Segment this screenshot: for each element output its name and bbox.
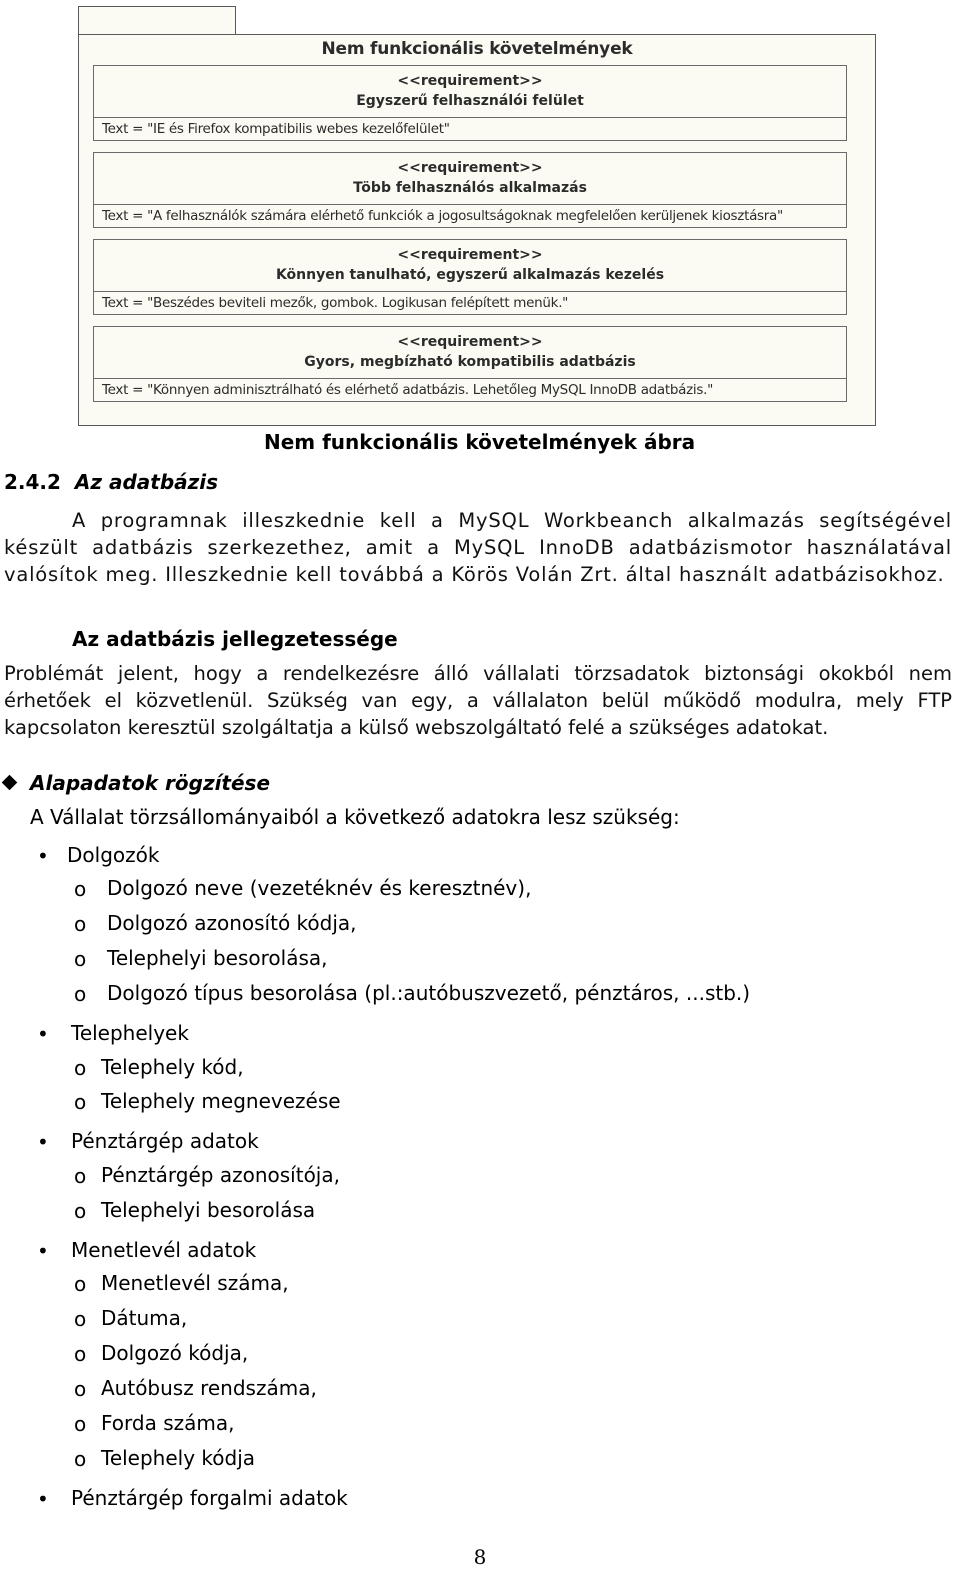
sub-bullet-icon: o xyxy=(74,1377,87,1401)
requirement-text: Text = "Könnyen adminisztrálható és elérhető adatbázis. Lehetőleg MySQL InnoDB adatbázis." xyxy=(102,382,714,398)
requirement-stereotype: <<requirement>> xyxy=(397,247,543,263)
sub-bullet-icon: o xyxy=(74,1307,87,1331)
list-item: Menetlevél száma, xyxy=(101,1271,289,1295)
sub-bullet-icon: o xyxy=(74,1412,87,1436)
list-item: Telephelyi besorolása, xyxy=(107,946,328,970)
requirement-stereotype: <<requirement>> xyxy=(397,73,543,89)
package-tab xyxy=(78,6,236,34)
sub-bullet-icon: o xyxy=(74,877,87,901)
requirement-name: Könnyen tanulható, egyszerű alkalmazás kezelés xyxy=(275,267,665,283)
requirement-stereotype: <<requirement>> xyxy=(397,160,543,176)
lead-sentence: A Vállalat törzsállományaiból a következő adatokra lesz szükség: xyxy=(30,805,680,829)
list-item: Dolgozó kódja, xyxy=(101,1341,249,1365)
list-item: Dolgozó neve (vezetéknév és keresztnév), xyxy=(107,876,532,900)
requirement-text: Text = "Beszédes beviteli mezők, gombok. Logikusan felépített menük." xyxy=(102,295,569,311)
list-item: Telephely megnevezése xyxy=(101,1089,341,1113)
list-group-label: Menetlevél adatok xyxy=(71,1238,257,1262)
requirement-box xyxy=(93,65,847,141)
requirement-stereotype: <<requirement>> xyxy=(397,334,543,350)
sub-bullet-icon: o xyxy=(74,982,87,1006)
diamond-bullet-icon xyxy=(2,775,18,791)
intro-paragraph: A programnak illeszkednie kell a MySQL Workbeanch alkalmazás segítségével készült adatbázis szerkezethez, amit a MySQL InnoDB adatbázismotor használatával valósítok meg. Illeszkednie kell továbbá a Körös Volán Zrt. által használt adatbázisokhoz. xyxy=(4,509,952,586)
sub-bullet-icon: o xyxy=(74,1056,87,1080)
bullet-icon: • xyxy=(37,1487,49,1511)
list-group-label: Telephelyek xyxy=(71,1021,189,1045)
list-item: Dátuma, xyxy=(101,1306,188,1330)
bullet-icon: • xyxy=(37,1239,49,1263)
list-group-label: Pénztárgép adatok xyxy=(71,1129,259,1153)
sub-bullet-icon: o xyxy=(74,1447,87,1471)
requirement-name: Gyors, megbízható kompatibilis adatbázis xyxy=(304,354,636,370)
package-title: Nem funkcionális követelmények xyxy=(321,39,633,59)
section-title: Az adatbázis xyxy=(74,470,219,494)
list-item: Forda száma, xyxy=(101,1411,235,1435)
subheading: Az adatbázis jellegzetessége xyxy=(72,627,398,651)
figure-caption: Nem funkcionális követelmények ábra xyxy=(264,430,696,454)
list-item: Telephely kódja xyxy=(101,1446,256,1470)
section-heading xyxy=(4,470,218,494)
data-section-title: Alapadatok rögzítése xyxy=(30,771,271,795)
list-item: Autóbusz rendszáma, xyxy=(101,1376,317,1400)
sub-bullet-icon: o xyxy=(74,1342,87,1366)
list-item: Telephely kód, xyxy=(101,1055,244,1079)
sub-bullet-icon: o xyxy=(74,947,87,971)
requirement-box xyxy=(93,152,847,228)
requirement-box xyxy=(93,239,847,315)
data-section-heading xyxy=(4,771,270,795)
requirement-text: Text = "A felhasználók számára elérhető funkciók a jogosultságoknak megfelelően kerüljenek kiosztásra" xyxy=(102,208,783,224)
page-number: 8 xyxy=(473,1545,487,1569)
sub-bullet-icon: o xyxy=(74,1272,87,1296)
requirement-text: Text = "IE és Firefox kompatibilis webes kezelőfelület" xyxy=(102,121,450,137)
requirement-name: Több felhasználós alkalmazás xyxy=(353,180,587,196)
list-group-label: Dolgozók xyxy=(67,843,160,867)
list-item: Dolgozó azonosító kódja, xyxy=(107,911,357,935)
sub-bullet-icon: o xyxy=(74,1164,87,1188)
list-group-label: Pénztárgép forgalmi adatok xyxy=(71,1486,348,1510)
list-item: Telephelyi besorolása xyxy=(101,1198,316,1222)
section-number: 2.4.2 xyxy=(4,470,61,494)
bullet-icon: • xyxy=(37,1022,49,1046)
uml-package xyxy=(78,34,876,426)
sub-bullet-icon: o xyxy=(74,1199,87,1223)
bullet-icon: • xyxy=(37,1130,49,1154)
requirement-name: Egyszerű felhasználói felület xyxy=(356,93,584,109)
bullet-icon: • xyxy=(37,844,49,868)
list-item: Pénztárgép azonosítója, xyxy=(101,1163,340,1187)
requirement-box xyxy=(93,326,847,402)
body-paragraph: Problémát jelent, hogy a rendelkezésre álló vállalati törzsadatok biztonsági okokból nem érhetőek el közvetlenül. Szükség van egy, a vállalaton belül működő modulra, mely FTP kapcsolaton keresztül szolgáltatja a külső webszolgáltató felé a szükséges adatokat. xyxy=(4,662,952,739)
sub-bullet-icon: o xyxy=(74,1090,87,1114)
list-item: Dolgozó típus besorolása (pl.:autóbuszvezető, pénztáros, ...stb.) xyxy=(107,981,751,1005)
sub-bullet-icon: o xyxy=(74,912,87,936)
